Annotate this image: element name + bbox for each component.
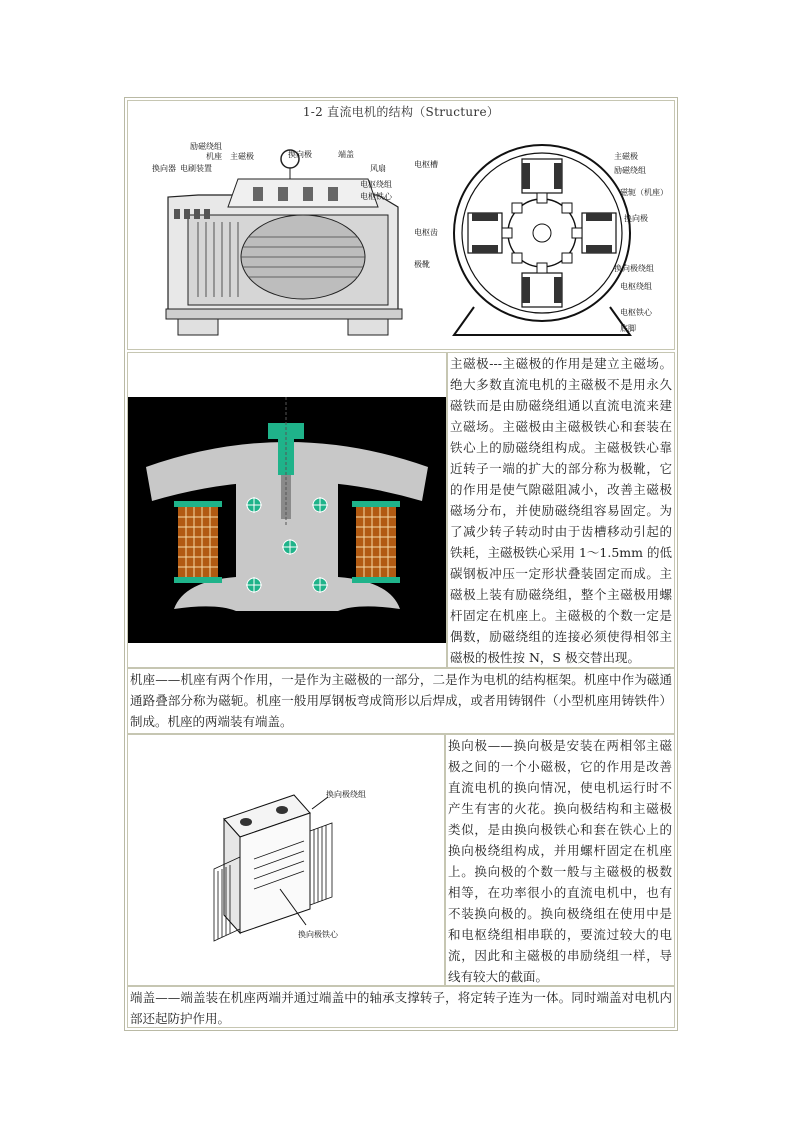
label-yoke: 磁轭（机座） (620, 188, 668, 197)
label-interpole-winding-2: 换向极绕组 (326, 790, 366, 799)
end-cover-text-cell (127, 986, 675, 1028)
commutating-pole-figure (194, 779, 384, 947)
row-structure-figures (127, 100, 675, 350)
label-main-pole-r: 主磁极 (614, 152, 638, 161)
section-title: 1-2 直流电机的结构（Structure） (302, 105, 500, 119)
motor-section-figure (414, 137, 672, 347)
main-pole-paragraph: 主磁极---主磁极的作用是建立主磁场。绝大多数直流电机的主磁极不是用永久磁铁而是由励磁绕组通以直流电流来建立磁场。主磁极由主磁极铁心和套装在铁心上的励磁绕组构成。主磁极铁心靠近转子一端的扩大的部分称为极靴，它的作用是使气隙磁阻减小，改善主磁极磁场分布，并使励磁绕组容易固定。为了减少转子转动时由于齿槽移动引起的铁耗，主磁极铁心采用 1～1.5mm 的低碳钢板冲压一定形状叠装固定而成。主磁极上装有励磁绕组，整个主磁极用螺杆固定在机座上。主磁极的个数一定是偶数，励磁绕组的连接必须使得相邻主磁极的极性按 N，S 极交替出现。 (450, 356, 672, 665)
label-field-winding: 励磁绕组 (190, 142, 222, 151)
label-armature-winding-r: 电枢绕组 (620, 282, 652, 291)
label-foot: 底脚 (620, 324, 636, 333)
main-pole-figure-cell (127, 352, 447, 668)
label-armature-core-r: 电枢铁心 (620, 308, 652, 317)
label-interpole: 换向极 (624, 214, 648, 223)
label-end-cover: 端盖 (338, 150, 354, 159)
frame-paragraph: 机座——机座有两个作用，一是作为主磁极的一部分，二是作为电机的结构框架。机座中作为磁通通路叠部分称为磁轭。机座一般用厚钢板弯成筒形以后焊成，或者用铸钢件（小型机座用铸铁件）制成。机座的两端装有端盖。 (130, 672, 672, 729)
label-interpole-core: 换向极铁心 (298, 930, 338, 939)
commutating-pole-text-cell (445, 734, 675, 986)
label-interpole-winding: 换向极绕组 (614, 264, 654, 273)
main-pole-text-cell (447, 352, 675, 668)
motor-cutaway-figure (138, 137, 413, 345)
frame-text-cell (127, 668, 675, 734)
end-cover-paragraph: 端盖——端盖装在机座两端并通过端盖中的轴承支撑转子，将定转子连为一体。同时端盖对电机内部还起防护作用。 (130, 990, 672, 1026)
label-main-pole: 主磁极 (230, 152, 254, 161)
content-table (124, 97, 678, 1031)
main-pole-figure (128, 397, 446, 643)
commutating-pole-figure-cell (127, 734, 445, 986)
label-armature-slot: 电枢槽 (414, 160, 438, 169)
label-fan: 风扇 (370, 164, 386, 173)
label-armature-tooth: 电枢齿 (414, 228, 438, 237)
commutating-pole-paragraph: 换向极——换向极是安装在两相邻主磁极之间的一个小磁极，它的作用是改善直流电机的换向情况，使电机运行时不产生有害的火花。换向极结构和主磁极类似，是由换向极铁心和套在铁心上的换向极绕组构成，并用螺杆固定在机座上。换向极的个数一般与主磁极的极数相等，在功率很小的直流电机中，也有不装换向极的。换向极绕组在使用中是和电枢绕组相串联的，要流过较大的电流，因此和主磁极的串励绕组一样，导线有较大的截面。 (448, 738, 672, 984)
label-commutator: 换向器 (152, 164, 176, 173)
label-armature-core: 电枢铁心 (360, 192, 392, 201)
label-pole-shoe: 极靴 (414, 260, 430, 269)
label-commutating-pole: 换向极 (288, 150, 312, 159)
label-frame: 机座 (206, 152, 222, 161)
label-field-winding-r: 励磁绕组 (614, 166, 646, 175)
label-armature-winding: 电枢绕组 (360, 180, 392, 189)
label-brush: 电刷装置 (180, 164, 212, 173)
